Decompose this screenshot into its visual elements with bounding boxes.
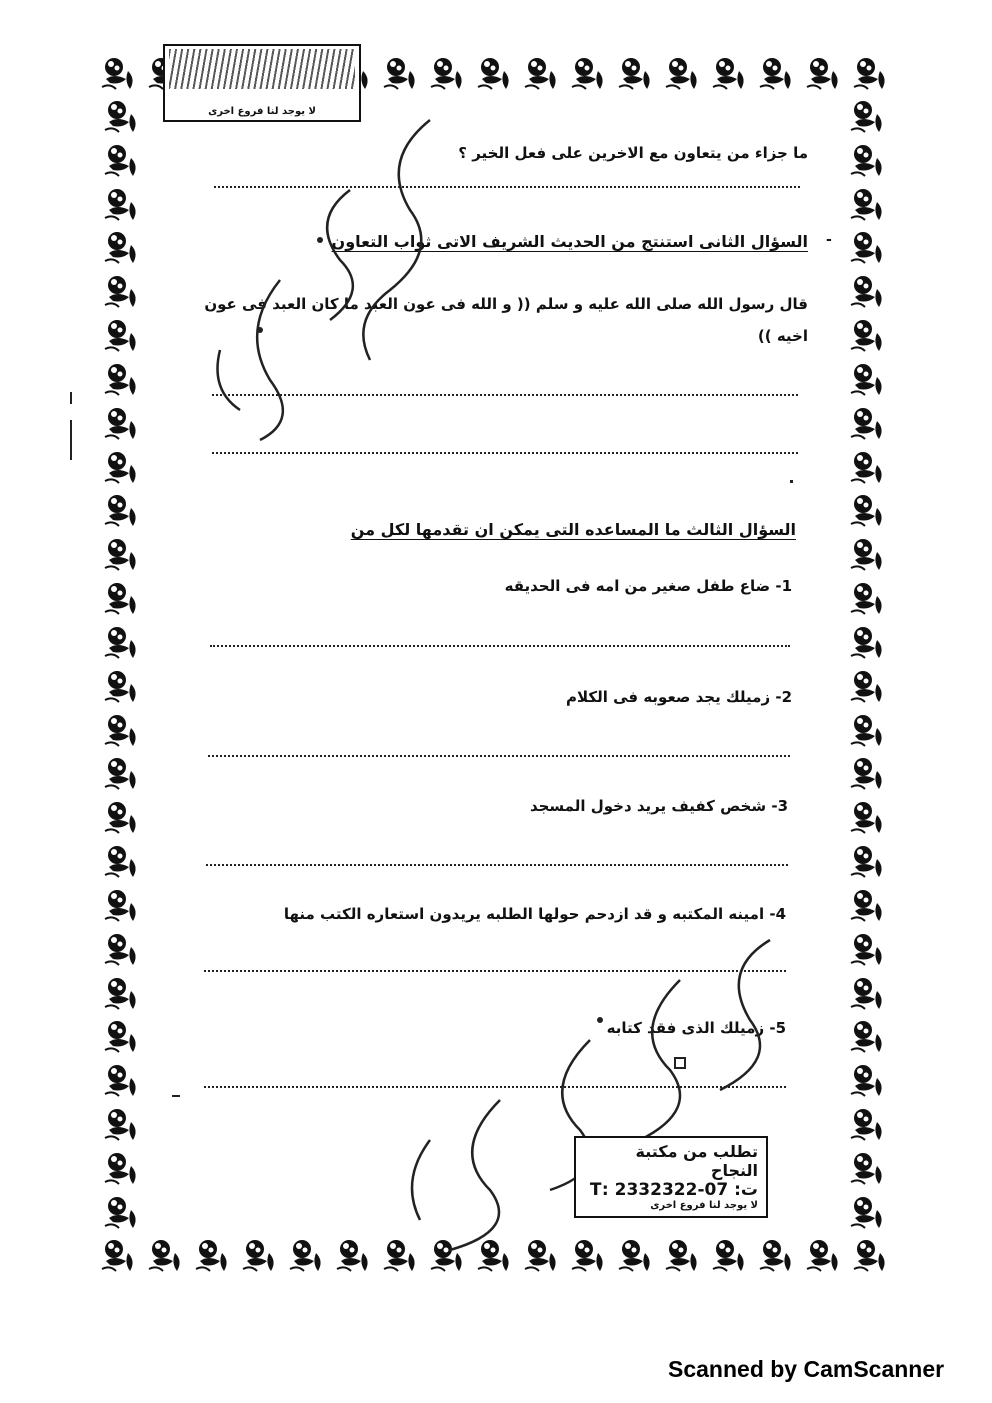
border-rose-ornament bbox=[847, 885, 887, 925]
border-rose-ornament bbox=[101, 1060, 141, 1100]
border-rose-ornament bbox=[709, 53, 749, 93]
border-rose-ornament bbox=[847, 929, 887, 969]
answer-line bbox=[212, 452, 798, 454]
border-rose-ornament bbox=[568, 1235, 608, 1275]
border-rose-ornament bbox=[380, 1235, 420, 1275]
answer-line bbox=[210, 645, 790, 647]
border-rose-ornament bbox=[101, 140, 141, 180]
border-rose-ornament bbox=[847, 271, 887, 311]
border-rose-ornament bbox=[847, 490, 887, 530]
border-rose-ornament bbox=[756, 1235, 796, 1275]
border-rose-ornament bbox=[101, 797, 141, 837]
border-rose-ornament bbox=[101, 929, 141, 969]
border-rose-ornament bbox=[101, 490, 141, 530]
border-rose-ornament bbox=[756, 53, 796, 93]
border-rose-ornament bbox=[847, 973, 887, 1013]
question-1-text: ما جزاء من يتعاون مع الاخرين على فعل الخير ؟ bbox=[458, 144, 808, 162]
camscanner-footer: Scanned by CamScanner bbox=[668, 1356, 945, 1382]
border-rose-ornament bbox=[101, 447, 141, 487]
border-rose-ornament bbox=[847, 753, 887, 793]
question-2-bullet: - bbox=[826, 232, 832, 248]
border-rose-ornament bbox=[474, 53, 514, 93]
border-rose-ornament bbox=[101, 753, 141, 793]
border-rose-ornament bbox=[847, 140, 887, 180]
border-rose-ornament bbox=[847, 1060, 887, 1100]
hadith-line-1: قال رسول الله صلى الله عليه و سلم (( و الله فى عون العبد ما كان العبد فى عون bbox=[204, 295, 808, 313]
border-rose-ornament bbox=[101, 1016, 141, 1056]
border-rose-ornament bbox=[98, 1235, 138, 1275]
border-rose-ornament bbox=[101, 1148, 141, 1188]
border-rose-ornament bbox=[847, 797, 887, 837]
border-rose-ornament bbox=[333, 1235, 373, 1275]
border-rose-ornament bbox=[101, 315, 141, 355]
border-rose-ornament bbox=[101, 534, 141, 574]
stamp-top-note: لا يوجد لنا فروع اخرى bbox=[208, 106, 316, 117]
border-rose-ornament bbox=[847, 96, 887, 136]
border-rose-ornament bbox=[662, 53, 702, 93]
border-rose-ornament bbox=[847, 622, 887, 662]
border-rose-ornament bbox=[615, 53, 655, 93]
border-rose-ornament bbox=[380, 53, 420, 93]
border-rose-ornament bbox=[101, 1192, 141, 1232]
border-rose-ornament bbox=[427, 53, 467, 93]
border-rose-ornament bbox=[101, 841, 141, 881]
question-3-heading: السؤال الثالث ما المساعده التى يمكن ان تقدمها لكل من bbox=[350, 520, 796, 539]
border-rose-ornament bbox=[521, 1235, 561, 1275]
border-rose-ornament bbox=[847, 1104, 887, 1144]
answer-line bbox=[204, 970, 786, 972]
question-3-item-2: 2- زميلك يجد صعوبه فى الكلام bbox=[566, 688, 792, 706]
border-rose-ornament bbox=[101, 403, 141, 443]
border-rose-ornament bbox=[847, 1192, 887, 1232]
border-rose-ornament bbox=[521, 53, 561, 93]
border-rose-ornament bbox=[847, 359, 887, 399]
border-rose-ornament bbox=[101, 710, 141, 750]
border-rose-ornament bbox=[98, 53, 138, 93]
library-stamp-bottom bbox=[574, 1136, 768, 1218]
border-left bbox=[98, 96, 144, 1232]
border-rose-ornament bbox=[101, 227, 141, 267]
border-rose-ornament bbox=[847, 403, 887, 443]
answer-line bbox=[214, 186, 800, 188]
answer-line bbox=[208, 755, 790, 757]
border-rose-ornament bbox=[662, 1235, 702, 1275]
border-rose-ornament bbox=[615, 1235, 655, 1275]
border-rose-ornament bbox=[101, 359, 141, 399]
border-right bbox=[844, 96, 890, 1232]
border-rose-ornament bbox=[101, 96, 141, 136]
scan-mark bbox=[70, 420, 72, 460]
answer-line bbox=[204, 1086, 786, 1088]
border-rose-ornament bbox=[847, 578, 887, 618]
border-rose-ornament bbox=[101, 885, 141, 925]
ink-speck bbox=[790, 480, 793, 483]
border-rose-ornament bbox=[709, 1235, 749, 1275]
stamp-note: لا يوجد لنا فروع اخرى bbox=[650, 1200, 758, 1211]
border-rose-ornament bbox=[850, 53, 890, 93]
question-3-item-1: 1- ضاع طفل صغير من امه فى الحديقه bbox=[504, 577, 792, 595]
question-3-item-5: 5- زميلك الذى فقد كتابه bbox=[606, 1019, 786, 1037]
border-rose-ornament bbox=[101, 184, 141, 224]
stamp-scribble bbox=[169, 49, 355, 89]
library-stamp-top bbox=[163, 44, 361, 122]
border-rose-ornament bbox=[286, 1235, 326, 1275]
border-rose-ornament bbox=[101, 622, 141, 662]
border-rose-ornament bbox=[239, 1235, 279, 1275]
answer-line bbox=[212, 394, 798, 396]
border-rose-ornament bbox=[145, 1235, 185, 1275]
scan-mark bbox=[172, 1095, 180, 1097]
border-rose-ornament bbox=[847, 841, 887, 881]
answer-line bbox=[206, 864, 788, 866]
border-rose-ornament bbox=[803, 1235, 843, 1275]
hadith-line-2: اخيه )) bbox=[757, 327, 808, 345]
border-rose-ornament bbox=[192, 1235, 232, 1275]
border-rose-ornament bbox=[850, 1235, 890, 1275]
border-rose-ornament bbox=[847, 184, 887, 224]
border-rose-ornament bbox=[101, 578, 141, 618]
border-rose-ornament bbox=[101, 666, 141, 706]
border-rose-ornament bbox=[427, 1235, 467, 1275]
scan-mark bbox=[70, 392, 72, 404]
question-3-item-3: 3- شخص كفيف يريد دخول المسجد bbox=[529, 797, 788, 815]
stamp-phone: ت: 07-2332322 :T bbox=[589, 1180, 758, 1200]
border-rose-ornament bbox=[803, 53, 843, 93]
border-rose-ornament bbox=[101, 271, 141, 311]
stamp-library-name: تطلب من مكتبة النجاح bbox=[635, 1142, 758, 1180]
border-rose-ornament bbox=[568, 53, 608, 93]
border-rose-ornament bbox=[847, 227, 887, 267]
border-rose-ornament bbox=[101, 1104, 141, 1144]
border-bottom bbox=[98, 1232, 890, 1278]
border-rose-ornament bbox=[847, 666, 887, 706]
border-rose-ornament bbox=[101, 973, 141, 1013]
border-rose-ornament bbox=[847, 710, 887, 750]
border-rose-ornament bbox=[847, 1148, 887, 1188]
border-rose-ornament bbox=[847, 315, 887, 355]
question-3-item-4: 4- امينه المكتبه و قد ازدحم حولها الطلبه يريدون استعاره الكتب منها bbox=[283, 905, 786, 923]
border-rose-ornament bbox=[847, 1016, 887, 1056]
border-rose-ornament bbox=[847, 534, 887, 574]
border-rose-ornament bbox=[847, 447, 887, 487]
border-rose-ornament bbox=[474, 1235, 514, 1275]
question-2-heading: السؤال الثانى استنتج من الحديث الشريف الاتى ثواب التعاون bbox=[331, 232, 808, 251]
